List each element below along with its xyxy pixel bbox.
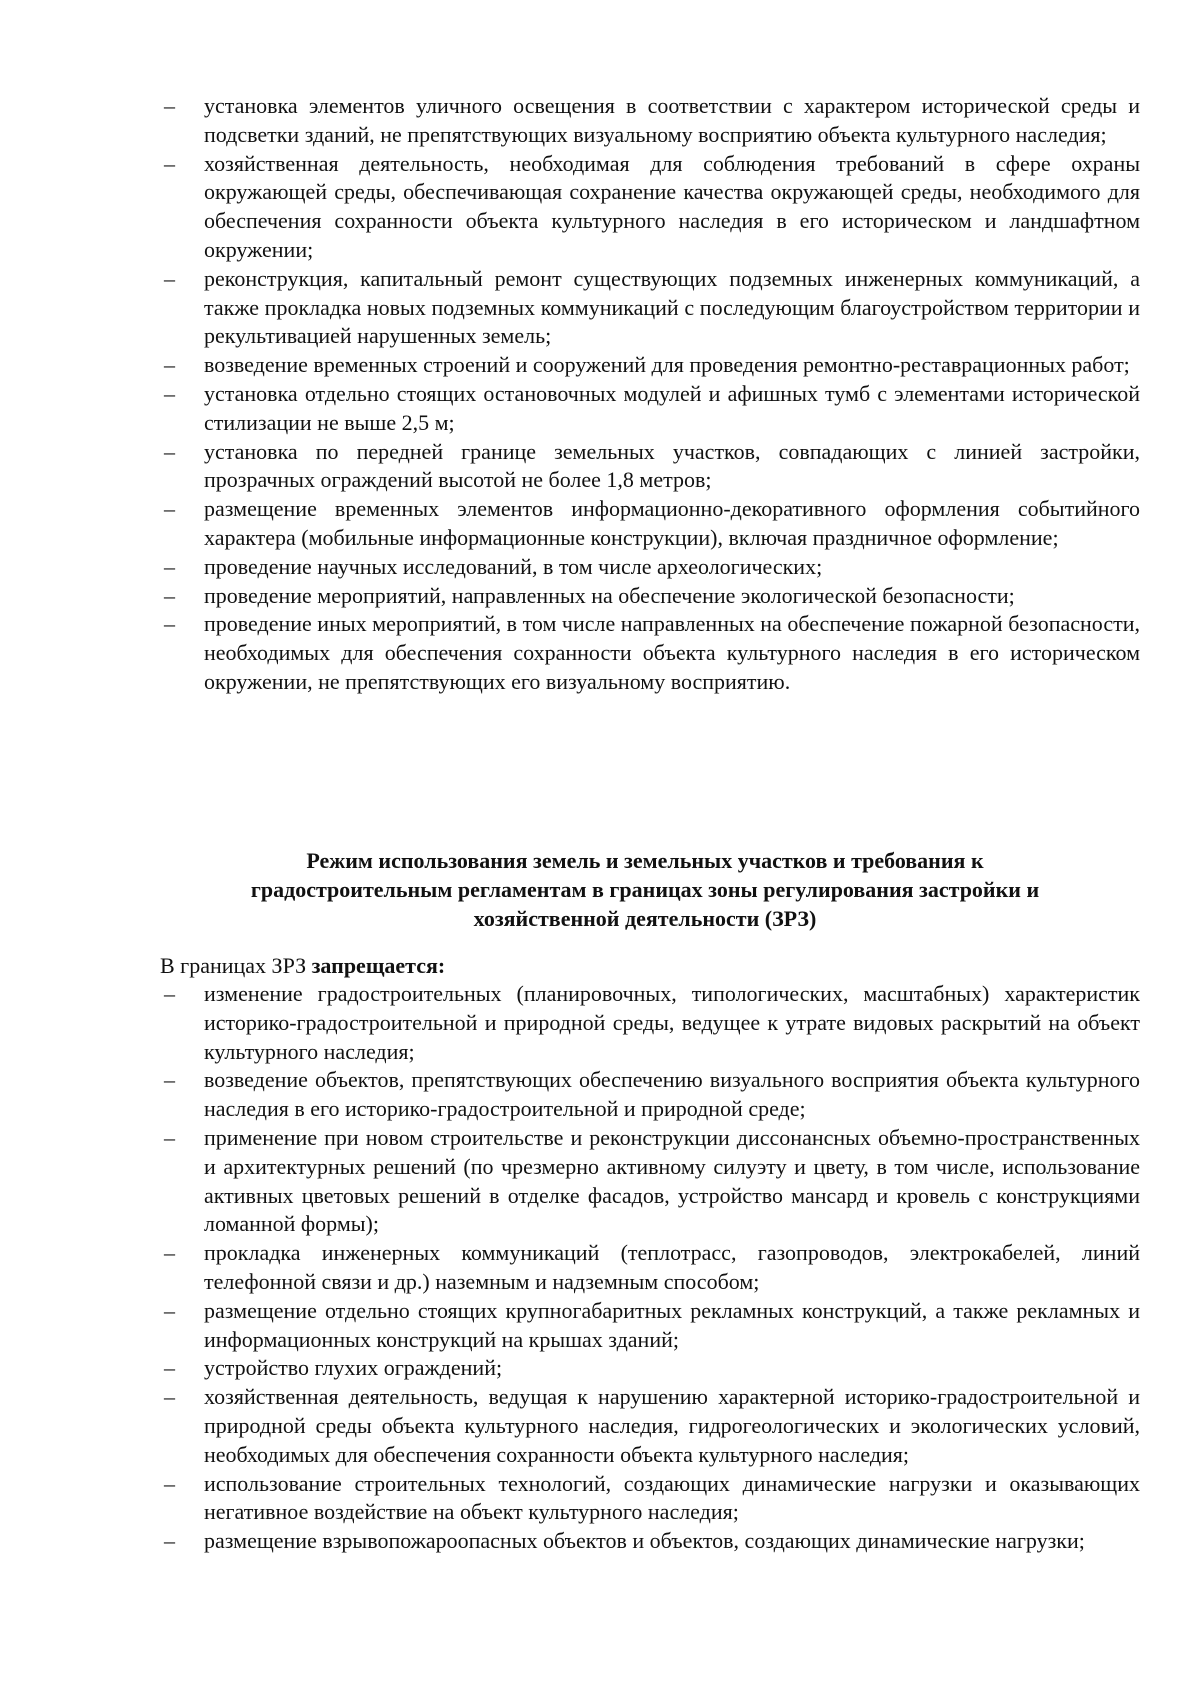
permitted-activities-list bbox=[158, 92, 1140, 697]
prohibited-intro bbox=[160, 951, 1140, 980]
list-item-text: возведение временных строений и сооружений для проведения ремонтно-реставрационных работ; bbox=[204, 352, 1130, 378]
list-item-text: проведение иных мероприятий, в том числе направленных на обеспечение пожарной безопасности, необходимых для обеспечения сохранности объекта культурного наследия в его историческом окружении, не препятствующих его визуальному восприятию. bbox=[204, 611, 1140, 694]
list-item bbox=[158, 553, 1140, 582]
heading-line-1: Режим использования земель и земельных участков и требования к bbox=[306, 848, 984, 873]
intro-prefix: В границах ЗРЗ bbox=[160, 953, 307, 978]
dash-bullet: – bbox=[164, 1297, 175, 1323]
section-heading bbox=[150, 846, 1140, 933]
prohibited-activities-list bbox=[158, 980, 1140, 1556]
list-item-text: размещение отдельно стоящих крупногабаритных рекламных конструкций, а также рекламных и информационных конструкций на крышах зданий; bbox=[204, 1297, 1140, 1352]
list-item bbox=[158, 1124, 1140, 1239]
list-item bbox=[158, 438, 1140, 496]
list-item bbox=[158, 495, 1140, 553]
dash-bullet: – bbox=[164, 1124, 175, 1150]
list-item bbox=[158, 351, 1140, 380]
list-item-text: реконструкция, капитальный ремонт существующих подземных инженерных коммуникаций, а также прокладка новых подземных коммуникаций с последующим благоустройством территории и рекультивацией нарушенных земель; bbox=[204, 265, 1140, 349]
dash-bullet: – bbox=[164, 1528, 175, 1554]
list-item-text: установка элементов уличного освещения в соответствии с характером исторической среды и подсветки зданий, не препятствующих визуальному восприятию объекта культурного наследия; bbox=[204, 93, 1140, 147]
dash-bullet: – bbox=[164, 611, 175, 637]
dash-bullet: – bbox=[164, 352, 175, 378]
list-item bbox=[158, 1527, 1140, 1556]
list-item bbox=[158, 1383, 1140, 1469]
list-item-text: проведение научных исследований, в том числе археологических; bbox=[204, 553, 823, 579]
dash-bullet: – bbox=[164, 1384, 175, 1410]
list-item bbox=[158, 1470, 1140, 1528]
list-item bbox=[158, 380, 1140, 438]
list-item-text: хозяйственная деятельность, необходимая для соблюдения требований в сфере охраны окружающей среды, обеспечивающая сохранение качества окружающей среды, необходимого для обеспечения сохранности объекта культурного наследия в его историческом и ландшафтном окружении; bbox=[204, 150, 1140, 262]
list-item bbox=[158, 150, 1140, 265]
list-item bbox=[158, 1066, 1140, 1124]
dash-bullet: – bbox=[164, 380, 175, 406]
dash-bullet: – bbox=[164, 496, 175, 522]
list-item-text: установка отдельно стоящих остановочных модулей и афишных тумб с элементами исторической стилизации не выше 2,5 м; bbox=[204, 380, 1140, 435]
list-item bbox=[158, 265, 1140, 351]
dash-bullet: – bbox=[164, 582, 175, 608]
dash-bullet: – bbox=[164, 265, 175, 291]
list-item bbox=[158, 980, 1140, 1066]
list-item bbox=[158, 1239, 1140, 1297]
list-item-text: хозяйственная деятельность, ведущая к нарушению характерной историко-градостроительной и природной среды объекта культурного наследия, гидрогеологических и экологических условий, необходимых для обеспечения сохранности объекта культурного наследия; bbox=[204, 1384, 1140, 1467]
dash-bullet: – bbox=[164, 93, 175, 118]
dash-bullet: – bbox=[164, 553, 175, 579]
list-item bbox=[158, 1354, 1140, 1383]
heading-line-2: градостроительным регламентам в границах зоны регулирования застройки и bbox=[250, 877, 1040, 902]
list-item bbox=[158, 92, 1140, 150]
list-item-text: размещение временных элементов информационно-декоративного оформления событийного характера (мобильные информационные конструкции), включая праздничное оформление; bbox=[204, 496, 1140, 550]
list-item-text: устройство глухих ограждений; bbox=[204, 1355, 503, 1381]
dash-bullet: – bbox=[164, 150, 175, 176]
list-item-text: прокладка инженерных коммуникаций (теплотрасс, газопроводов, электрокабелей, линий телефонной связи и др.) наземным и надземным способом; bbox=[204, 1240, 1140, 1294]
dash-bullet: – bbox=[164, 1470, 175, 1496]
list-item-text: установка по передней границе земельных участков, совпадающих с линией застройки, прозрачных ограждений высотой не более 1,8 метров; bbox=[204, 438, 1140, 493]
dash-bullet: – bbox=[164, 981, 175, 1006]
dash-bullet: – bbox=[164, 1355, 175, 1381]
list-item bbox=[158, 582, 1140, 611]
heading-line-3: хозяйственной деятельности (ЗРЗ) bbox=[473, 906, 817, 931]
dash-bullet: – bbox=[164, 438, 175, 464]
list-item-text: проведение мероприятий, направленных на обеспечение экологической безопасности; bbox=[204, 582, 1015, 608]
list-item-text: размещение взрывопожароопасных объектов и объектов, создающих динамические нагрузки; bbox=[204, 1528, 1085, 1554]
dash-bullet: – bbox=[164, 1067, 175, 1093]
list-item-text: применение при новом строительстве и реконструкции диссонансных объемно-пространственных и архитектурных решений (по чрезмерно активному силуэту и цвету, в том числе, использование активных цветовых решений в отделке фасадов, устройство мансард и кровель с конструкциями ломанной формы); bbox=[204, 1124, 1140, 1237]
list-item-text: изменение градостроительных (планировочных, типологических, масштабных) характеристик историко-градостроительной и природной среды, ведущее к утрате видовых раскрытий на объект культурного наследия; bbox=[204, 981, 1140, 1064]
list-item-text: использование строительных технологий, создающих динамические нагрузки и оказывающих негативное воздействие на объект культурного наследия; bbox=[204, 1470, 1140, 1525]
list-item bbox=[158, 1297, 1140, 1355]
dash-bullet: – bbox=[164, 1240, 175, 1266]
intro-emphasis: запрещается: bbox=[311, 953, 446, 978]
list-item bbox=[158, 610, 1140, 696]
list-item-text: возведение объектов, препятствующих обеспечению визуального восприятия объекта культурного наследия в его историко-градостроительной и природной среде; bbox=[204, 1067, 1140, 1122]
